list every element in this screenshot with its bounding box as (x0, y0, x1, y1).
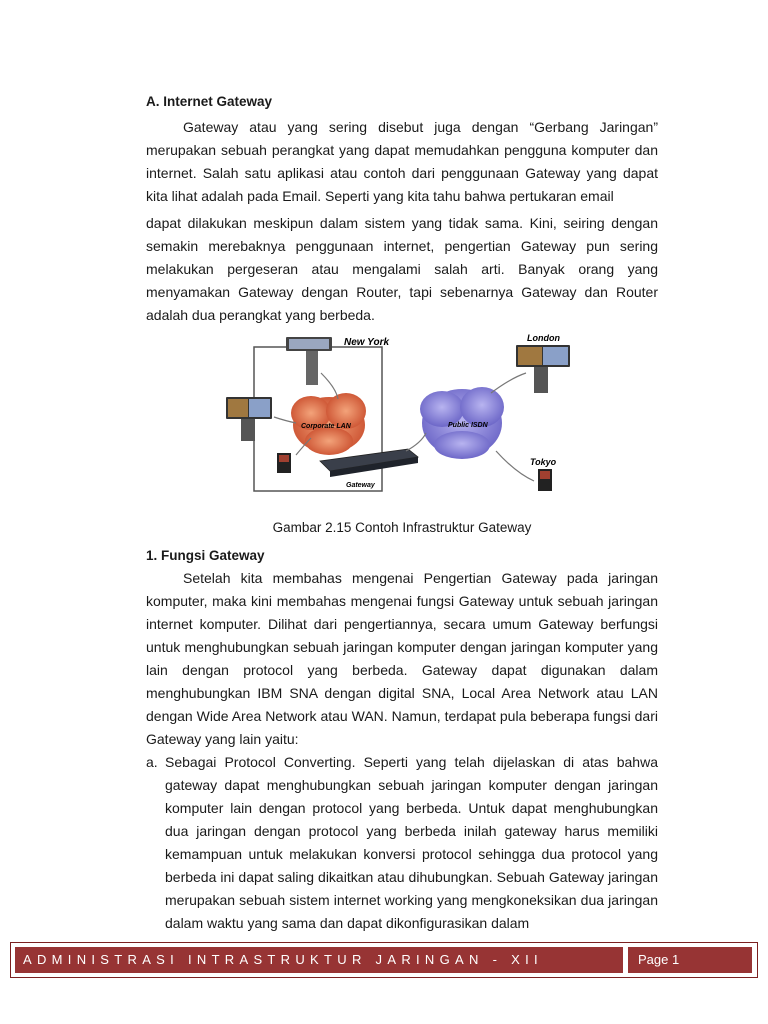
footer-title: ADMINISTRASI INTRASTRUKTUR JARINGAN - XII (15, 947, 623, 973)
new-york-phone (277, 453, 291, 473)
figure-caption: Gambar 2.15 Contoh Infrastruktur Gateway (272, 520, 532, 535)
corporate-lan-cloud (291, 393, 366, 455)
label-gateway: Gateway (346, 482, 375, 489)
page-footer (10, 942, 758, 978)
section-title: A. Internet Gateway (146, 94, 273, 109)
paragraph-fungsi: Setelah kita membahas mengenai Pengertian Gateway pada jaringan komputer, maka kini membahas mengenai fungsi Gateway untuk sebuah jaringan internet komputer. Dilihat dari pengertiannya, secara umum Gateway berfungsi untuk menghubungkan sebuah jaringan komputer dengan jaringan komputer yang lain dengan protocol yang berbeda. Gateway dapat digunakan dalam menghubungkan IBM SNA dengan digital SNA, Local Area Network atau LAN dengan Wide Area Network atau WAN. Namun, terdapat pula beberapa fungsi dari Gateway yang lain yaitu: (146, 570, 658, 747)
new-york-terminal-left (226, 397, 272, 441)
paragraph-intro: Gateway atau yang sering disebut juga dengan “Gerbang Jaringan” merupakan sebuah perangkat yang dapat memudahkan pengguna komputer dan internet. Salah satu aplikasi atau contoh dari penggunaan Gateway yang dapat kita lihat adalah pada Email. Seperti yang kita tahu bahwa pertukaran email (146, 119, 658, 204)
list-item (146, 751, 658, 935)
list-item-text: Sebagai Protocol Converting. Seperti yang telah dijelaskan di atas bahwa gateway dapat menghubungkan sebuah jaringan komputer dengan jaringan komputer lain dengan protocol yang berbeda. Untuk dapat menghubungkan dua jaringan dengan protocol yang berbeda inilah gateway harus memiliki kemampuan untuk melakukan konversi protocol sehingga dua protocol yang berbeda ini dapat saling dikaitkan atau dihubungkan. Sebuah Gateway jaringan merupakan sebuah sistem internet working yang mengkoneksikan dua jaringan dalam waktu yang sama dan dapat dikonfigurasikan dalam (165, 754, 658, 931)
label-public-isdn: Public ISDN (448, 422, 488, 429)
document-body (146, 94, 658, 935)
label-new-york: New York (344, 337, 390, 348)
list-marker: a. (146, 754, 158, 770)
gateway-infrastructure-figure (146, 333, 658, 513)
paragraph-continuation: dapat dilakukan meskipun dalam sistem yang tidak sama. Kini, seiring dengan semakin merebaknya penggunaan internet, pengertian Gateway pun sering melakukan pergeseran atau mengalami salah arti. Banyak orang yang menyamakan Gateway dengan Router, tapi sebenarnya Gateway dan Router adalah dua perangkat yang berbeda. (146, 215, 658, 323)
network-diagram (146, 333, 658, 513)
public-isdn-cloud (420, 387, 504, 459)
subsection-title: 1. Fungsi Gateway (146, 548, 265, 563)
label-tokyo: Tokyo (530, 457, 557, 467)
tokyo-phone (538, 469, 552, 491)
page-number: Page 1 (628, 947, 752, 973)
label-corporate-lan: Corporate LAN (301, 423, 351, 430)
london-terminal (516, 345, 570, 393)
label-london: London (527, 333, 560, 343)
